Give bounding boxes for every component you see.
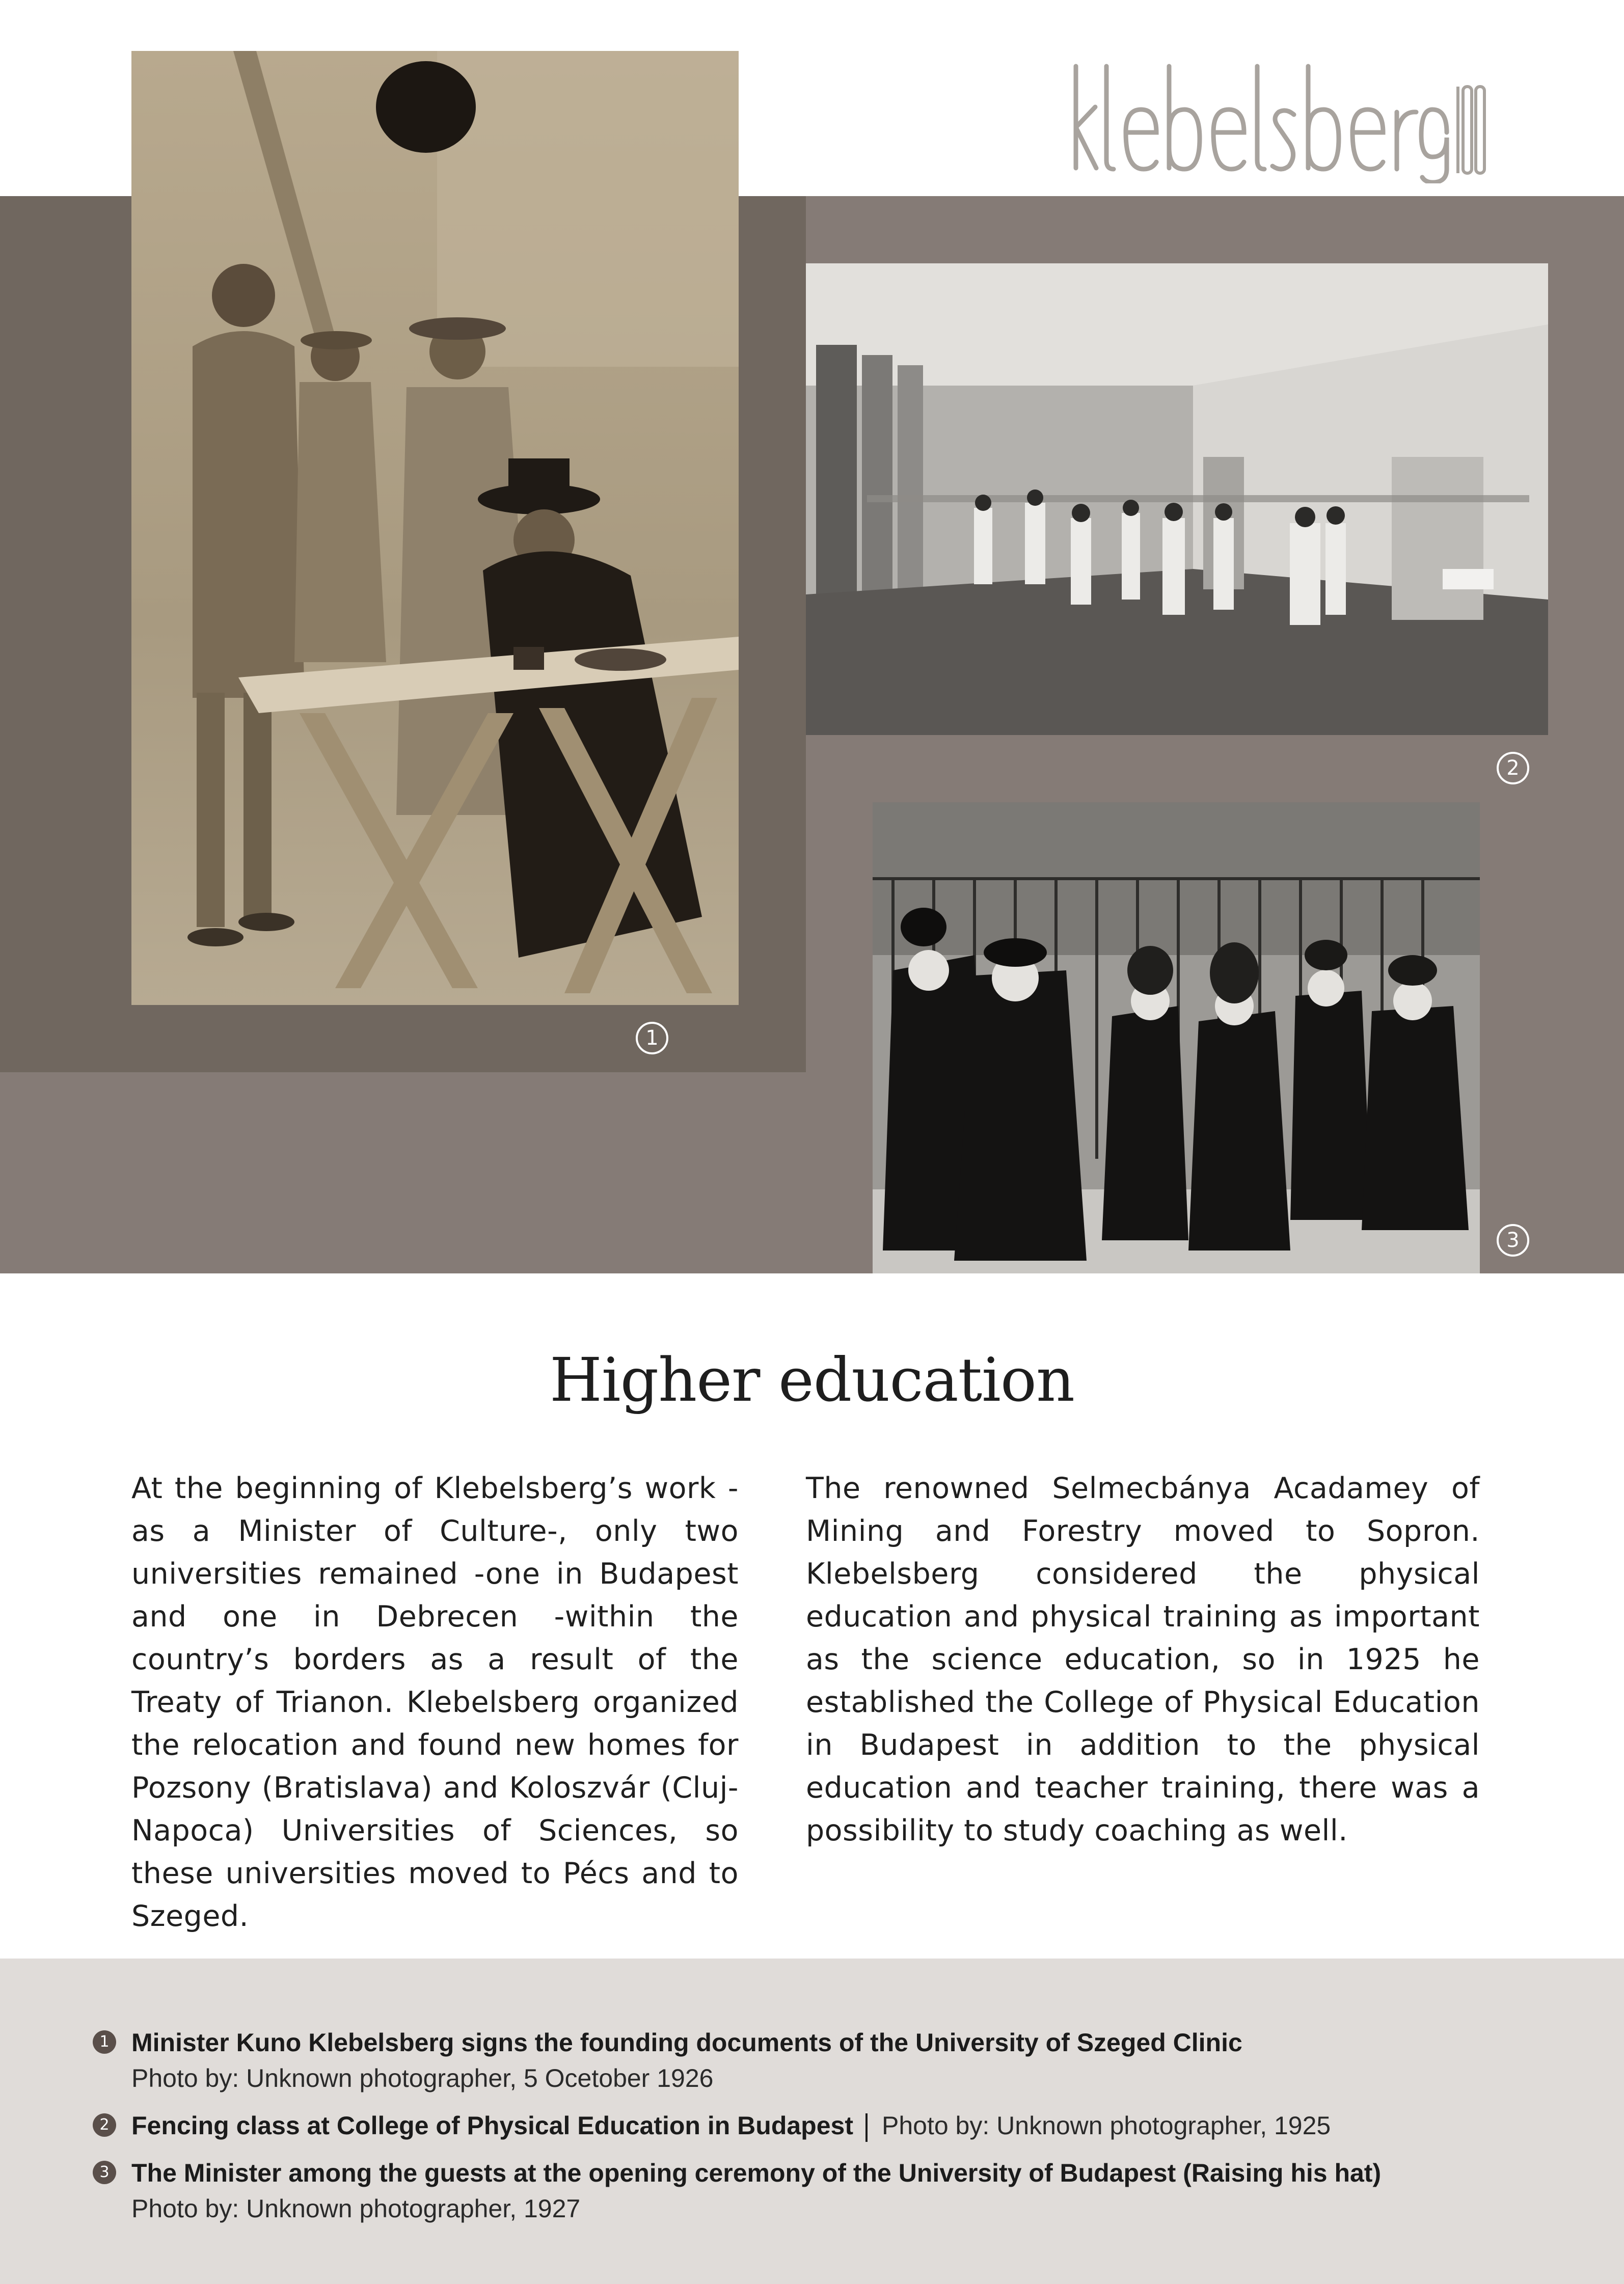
body-text-left-column: At the beginning of Klebelsberg’s work -as a Minister of Culture-, only two universities remained -one in Budapest and one in Debrecen -within the country’s borders as a result of the Treaty of Trianon. Klebelsberg organized the relocation and found new homes for Pozsony (Bratislava) and Koloszvár (Cluj-Napoca) Universities of Sciences, so these universities moved to Pécs and to Szeged.: [131, 1472, 739, 1933]
photo-signing-documents: [131, 51, 739, 1005]
photo-number-badge: 2: [1497, 752, 1529, 784]
klebelsberg100-logo: [1070, 51, 1487, 183]
caption-number-badge: 1: [93, 2030, 116, 2054]
caption-credit: Photo by: Unknown photographer, 1925: [882, 2111, 1331, 2140]
caption-credit: Photo by: Unknown photographer, 1927: [131, 2194, 581, 2223]
page-title: Higher education: [550, 1345, 1074, 1415]
caption-title: The Minister among the guests at the opening ceremony of the University of Budapest (Raising his hat): [131, 2159, 1382, 2187]
caption-title: Minister Kuno Klebelsberg signs the founding documents of the University of Szeged Clinic: [131, 2028, 1242, 2057]
caption-number-badge: 2: [93, 2113, 116, 2137]
caption-item: [131, 2108, 1558, 2143]
body-text-right-column: The renowned Selmecbánya Acadamey of Mining and Forestry moved to Sopron. Klebelsberg considered the physical education and physical training as important as the science education, so in 1925 he established the College of Physical Education in Budapest in addition to the physical education and teacher training, there was a possibility to study coaching as well.: [806, 1472, 1480, 1847]
photo-number-badge: 3: [1497, 1224, 1529, 1257]
photo-number-badge: 1: [636, 1022, 668, 1054]
photo-opening-ceremony-procession: [873, 802, 1480, 1273]
caption-separator: [865, 2113, 868, 2142]
caption-item: [131, 2155, 1558, 2226]
caption-item: [131, 2025, 1558, 2096]
caption-credit: Photo by: Unknown photographer, 5 Ocetober 1926: [131, 2064, 714, 2092]
caption-title: Fencing class at College of Physical Education in Budapest: [131, 2111, 853, 2140]
caption-number-badge: 3: [93, 2161, 116, 2184]
photo-fencing-class: [806, 263, 1548, 735]
